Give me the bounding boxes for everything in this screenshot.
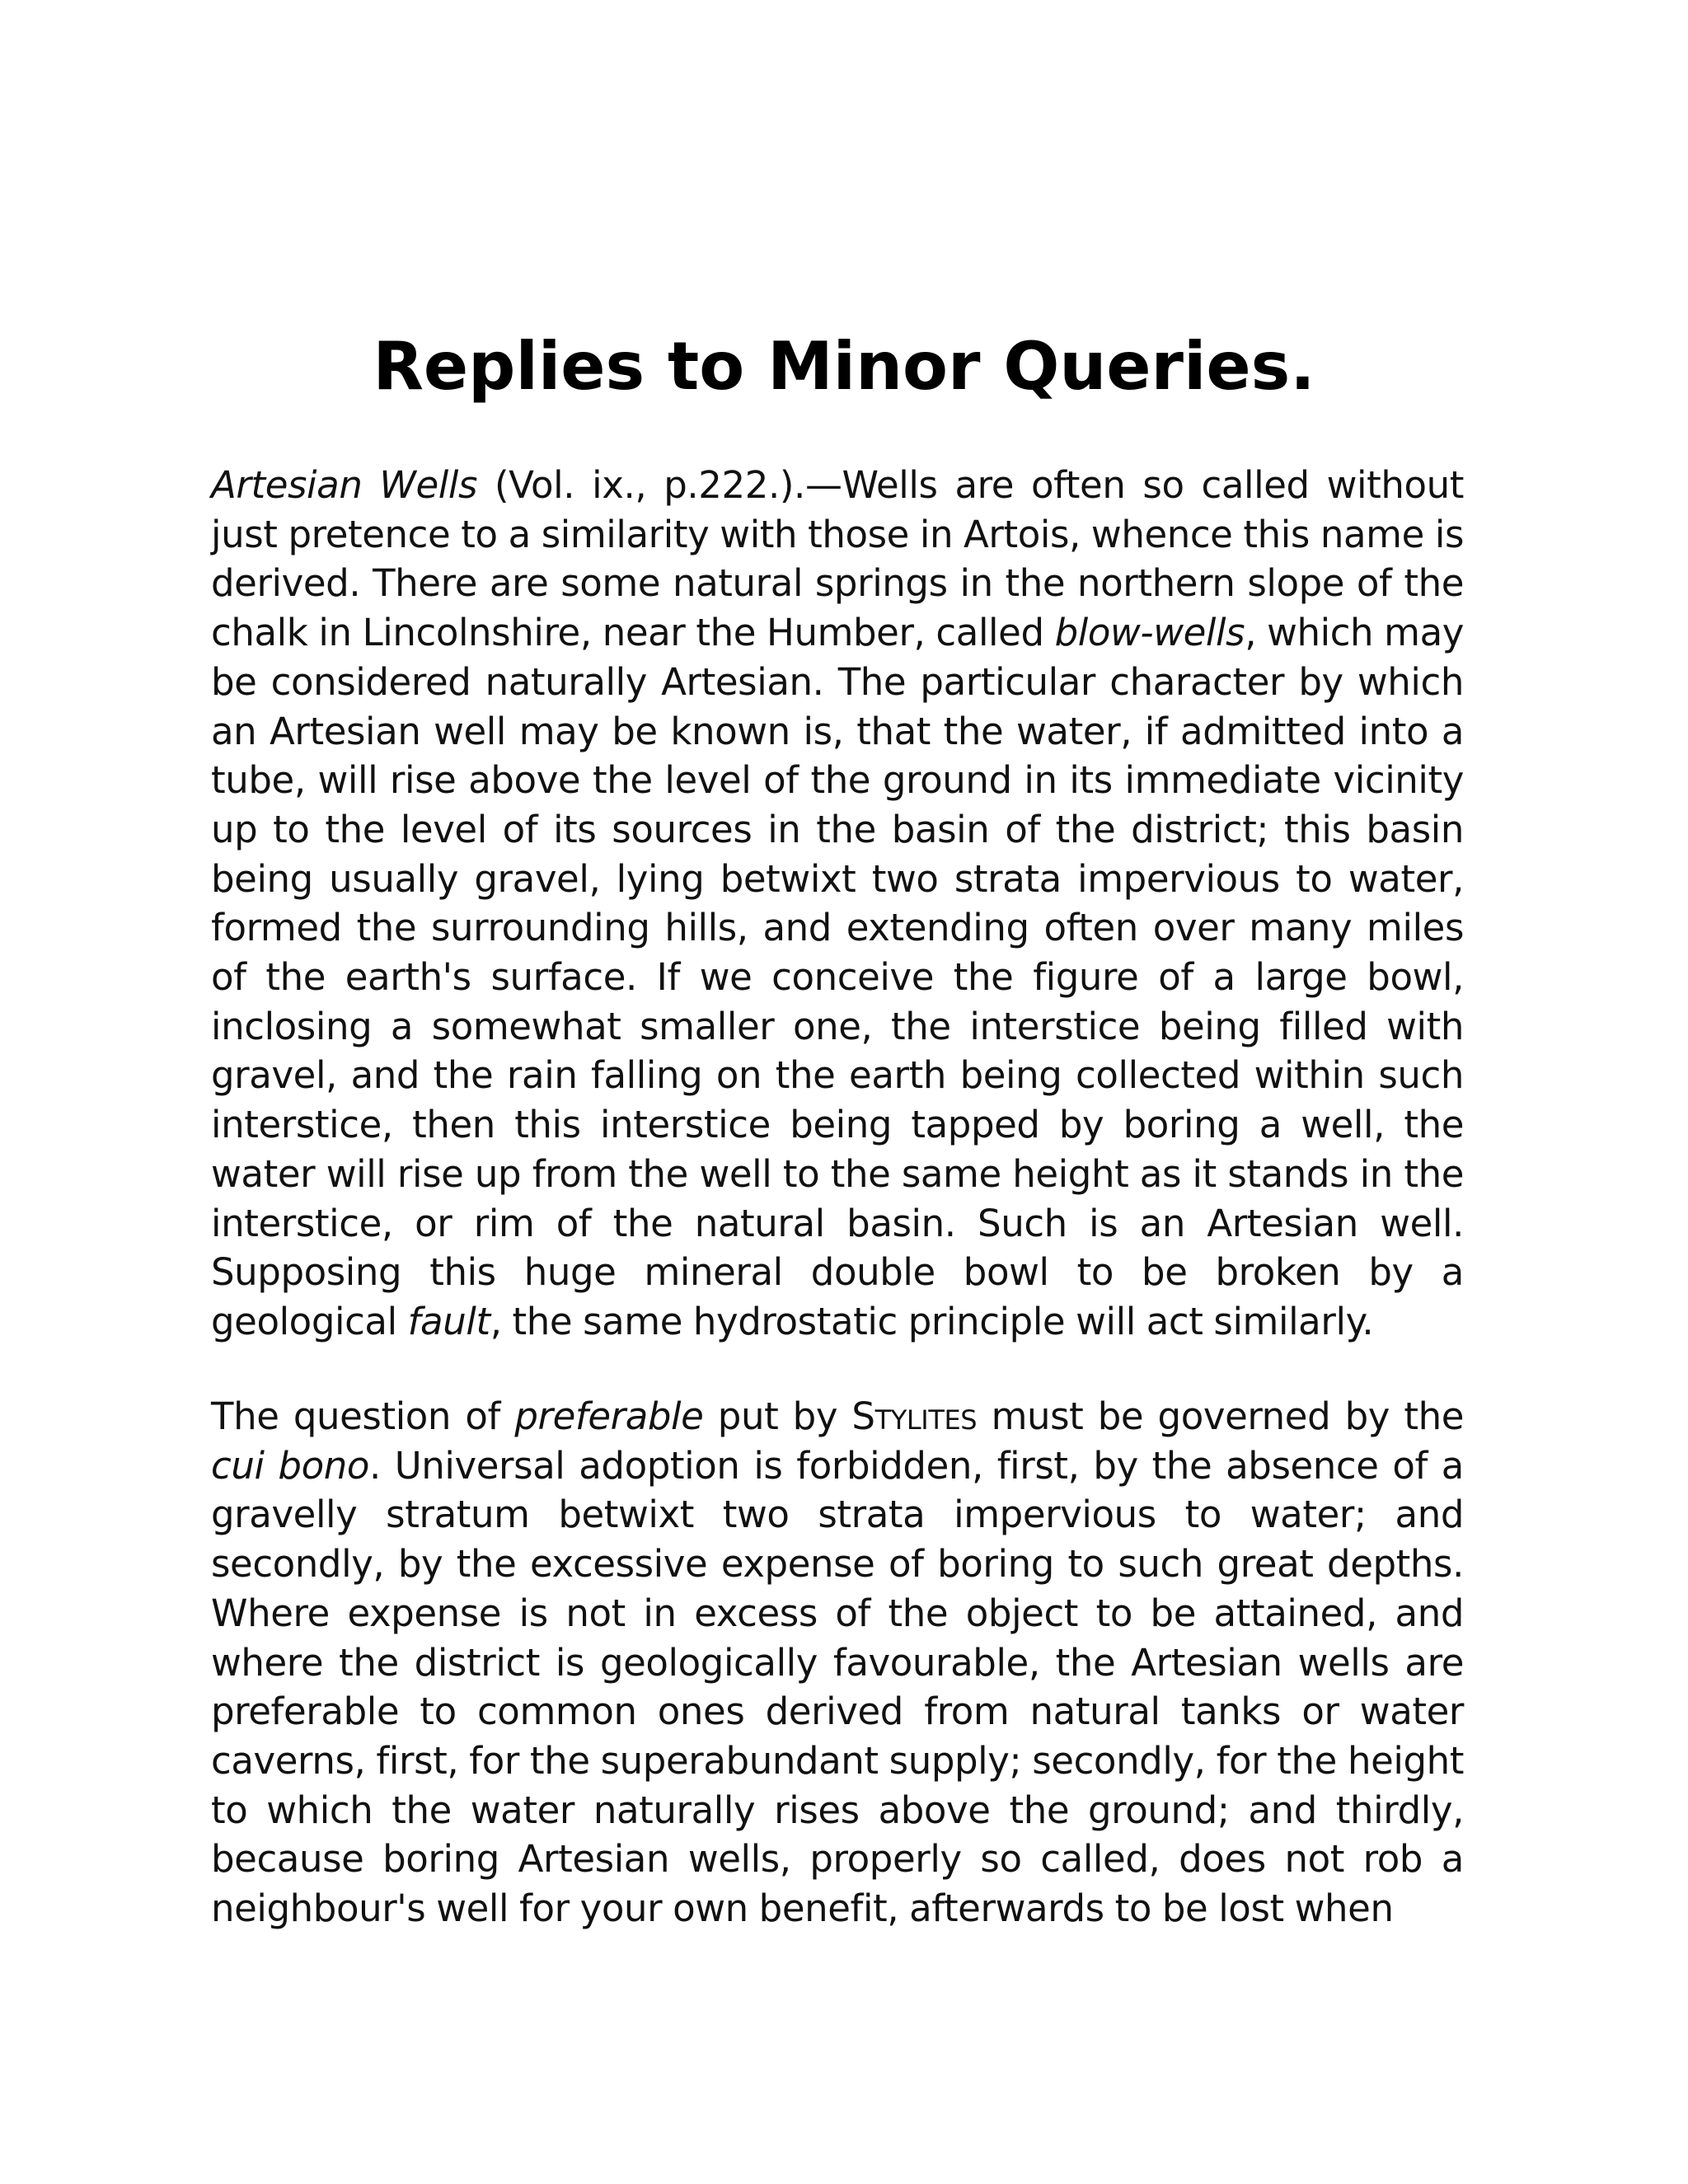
italic-term: cui bono [211, 1443, 369, 1488]
paragraph-text: The question of [211, 1394, 515, 1438]
paragraph-text: , which may be considered naturally Artesian. The particular character by which an Artesian well may be known is, that the water, if admitted into a tube, will rise above the level of the ground in its immediate vicinity up to the level of its sources in the basin of the district; this basin being usually gravel, lying betwixt two strata impervious to water, formed the surrounding hills, and extending often over many miles of the earth's surface. If we conceive the figure of a large bowl, inclosing a somewhat smaller one, the interstice being filled with gravel, and the rain falling on the earth being collected within such interstice, then this interstice being tapped by boring a well, the water will rise up from the well to the same height as it stands in the interstice, or rim of the natural basin. Such is an Artesian well. Supposing this huge mineral double bowl to be broken by a geological [211, 611, 1464, 1343]
paragraph-text: must be governed by the [977, 1394, 1464, 1438]
topic-heading: Artesian Wells [211, 463, 478, 507]
paragraph-artesian-wells [211, 461, 1464, 1347]
paragraph-text: put by [703, 1394, 852, 1438]
page-title: Replies to Minor Queries. [373, 328, 1315, 405]
paragraph-preferable [211, 1392, 1464, 1933]
author-name: Stylites [851, 1394, 978, 1438]
italic-term: blow-wells [1054, 611, 1245, 655]
italic-term: preferable [514, 1394, 704, 1438]
volume-reference: (Vol. ix., p.222.). [477, 463, 805, 507]
italic-term: fault [407, 1299, 490, 1343]
paragraph-text: —Wells are often so called without just pretence to a similarity with those in Artois, whence this name is derived. There are some natural springs in the northern slope of the chalk in Lincolnshire, near the Humber, called [211, 463, 1465, 655]
paragraph-text: . Universal adoption is forbidden, first, by the absence of a gravelly stratum betwixt two strata impervious to water; and secondly, by the excessive expense of boring to such great depths. Where expense is not in excess of the object to be attained, and where the district is geologically favourable, the Artesian wells are preferable to common ones derived from natural tanks or water caverns, first, for the superabundant supply; secondly, for the height to which the water naturally rises above the ground; and thirdly, because boring Artesian wells, properly so called, does not rob a neighbour's well for your own benefit, afterwards to be lost when [211, 1443, 1464, 1931]
paragraph-text: , the same hydrostatic principle will act similarly. [490, 1299, 1374, 1343]
